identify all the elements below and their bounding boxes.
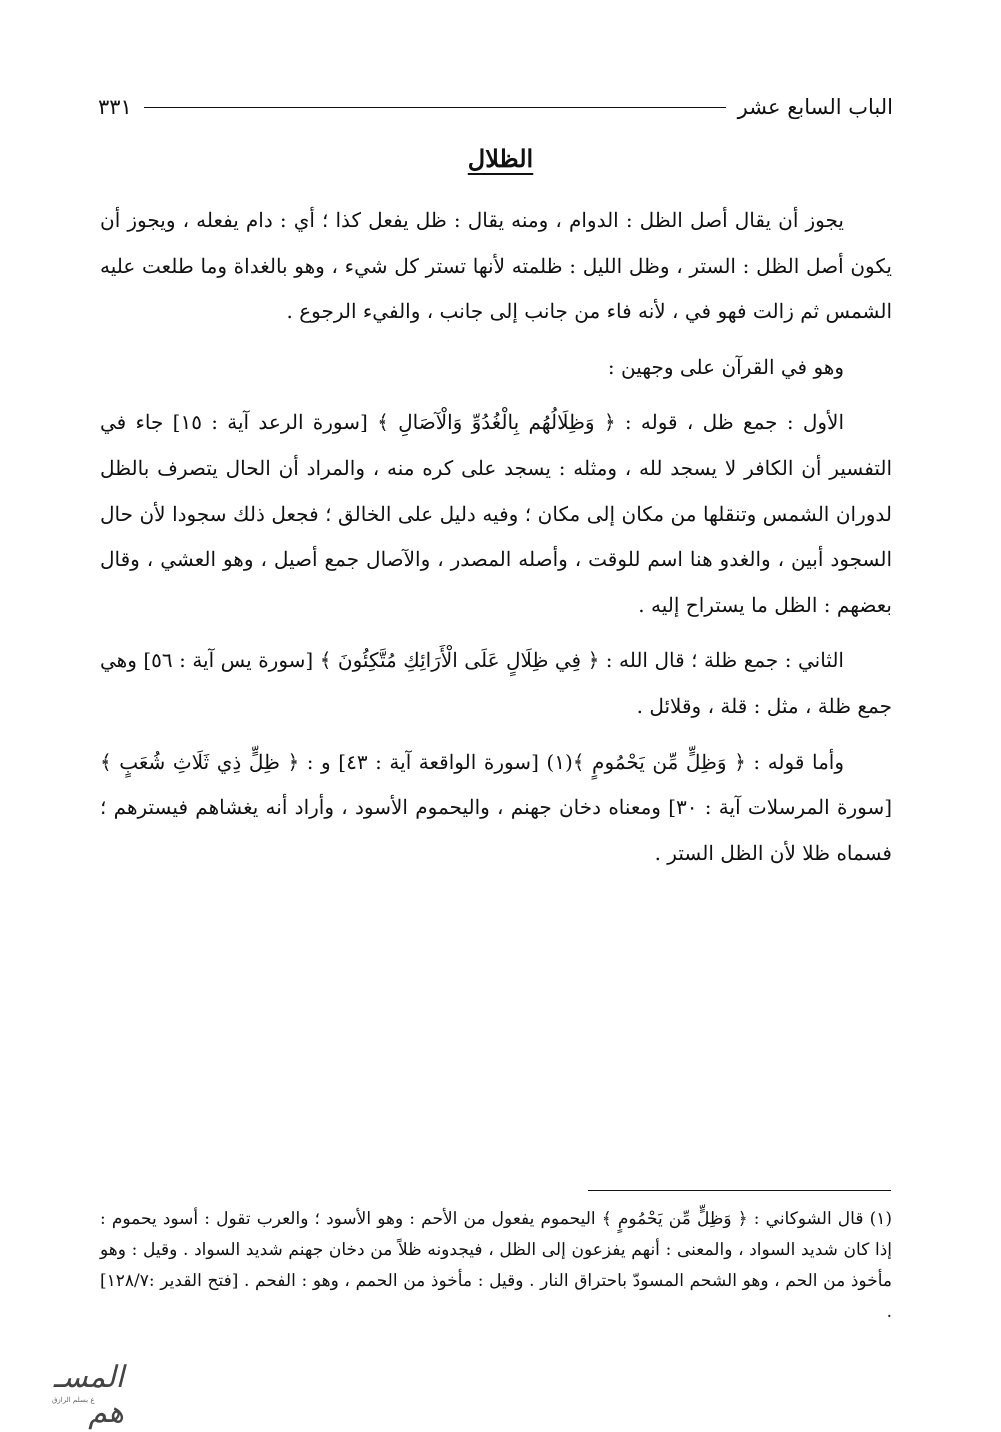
library-stamp-logo: [12, 1358, 124, 1430]
paragraph: وهو في القرآن على وجهين :: [607, 354, 844, 379]
header-rule: [144, 107, 726, 108]
stamp-text: المسـ هم: [53, 1360, 124, 1430]
paragraph: الأول : جمع ظل ، قوله : ﴿ وَظِلَالُهُم بِالْغُدُوِّ وَالْآصَالِ ﴾ [سورة الرعد آية : ١٥] جاء في التفسير أن الكافر لا يسجد لله ، ومثله : يسجد على كره منه ، والمراد أن الحال يتصرف بالظل لدوران الشمس وتنقلها من مكان إلى مكان ؛ وفيه دليل على الخالق ؛ فجعل ذلك سجودا لأن حال السجود أبين ، والغدو هنا اسم للوقت ، وأصله المصدر ، والآصال جمع أصيل ، وهو العشي ، وقال بعضهم : الظل ما يستراح إليه .: [100, 410, 892, 617]
main-text: [100, 198, 892, 886]
page-number: ٣٣١: [98, 95, 132, 119]
paragraph: يجوز أن يقال أصل الظل : الدوام ، ومنه يقال : ظل يفعل كذا ؛ أي : دام يفعله ، ويجوز أن يكون أصل الظل : الستر ، وظل الليل : ظلمته لأنها تستر كل شيء ، وهو بالغداة وما طلعت عليه الشمس ثم زالت فهو في ، لأنه فاء من جانب إلى جانب ، والفيء الرجوع .: [100, 208, 892, 324]
paragraph: وأما قوله : ﴿ وَظِلٍّ مِّن يَحْمُومٍ ﴾(١) [سورة الواقعة آية : ٤٣] و : ﴿ ظِلٍّ ذِي ثَلَاثِ شُعَبٍ ﴾ [سورة المرسلات آية : ٣٠] ومعناه دخان جهنم ، واليحموم الأسود ، وأراد أنه يغشاهم فيسترهم ؛ فسماه ظلا لأن الظل الستر .: [100, 749, 892, 865]
section-title: الظلال: [467, 144, 534, 173]
paragraph: الثاني : جمع ظلة ؛ قال الله : ﴿ فِي ظِلَالٍ عَلَى الْأَرَائِكِ مُتَّكِئُونَ ﴾ [سورة يس آية : ٥٦] وهي جمع ظلة ، مثل : قلة ، وقلائل .: [100, 648, 892, 718]
chapter-title: الباب السابع عشر: [737, 95, 893, 119]
running-header: [98, 90, 893, 124]
footnote-separator: [588, 1190, 891, 1191]
footnote: (١) قال الشوكاني : ﴿ وَظِلٍّ مِّن يَحْمُومٍ ﴾ اليحموم يفعول من الأحم : وهو الأسود ؛ والعرب تقول : أسود يحموم : إذا كان شديد السواد ، والمعنى : أنهم يفزعون إلى الظل ، فيجدونه ظلاً من دخان جهنم شديد السواد . وقيل : وهو مأخوذ من الحم ، وهو الشحم المسودّ باحتراق النار . وقيل : مأخوذ من الحمم ، وهو : الفحم . [فتح القدير :١٢٨/٧] .: [100, 1209, 892, 1322]
stamp-subtext: ع بسلم الرازق: [52, 1396, 95, 1404]
